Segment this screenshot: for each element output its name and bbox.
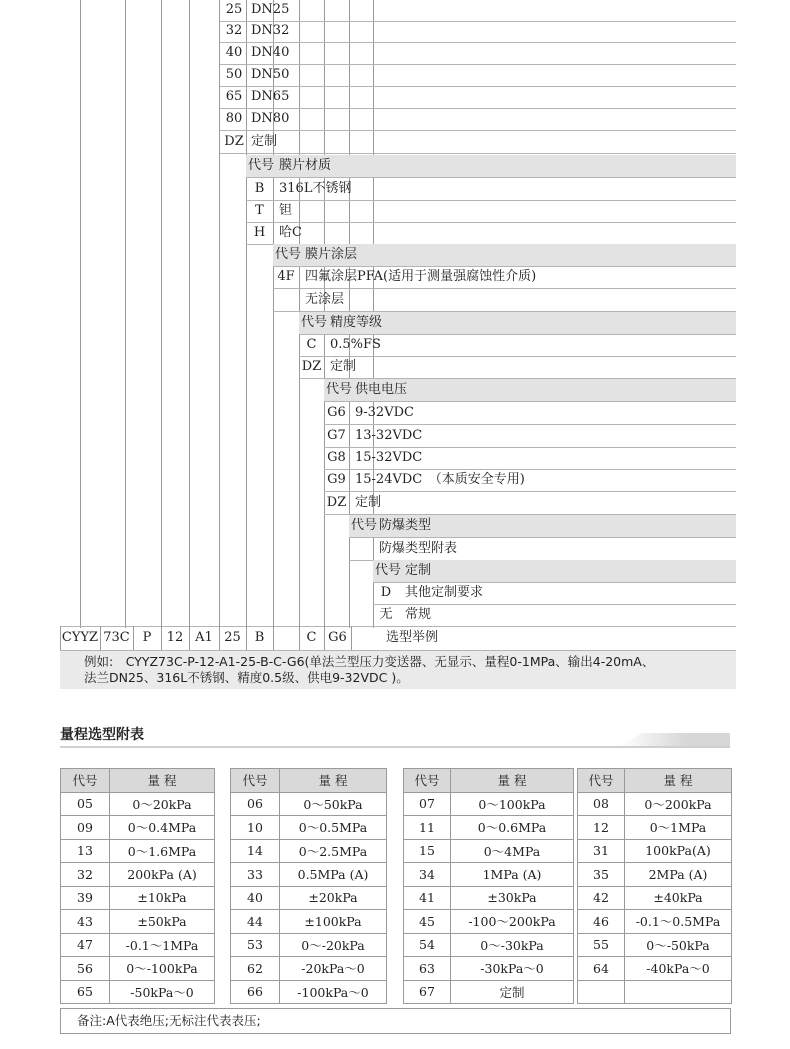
example-label: 选型举例 (386, 630, 439, 645)
range-note (60, 1008, 731, 1034)
table-row (61, 933, 215, 957)
flange-code: 65 (225, 89, 243, 104)
row-divider (299, 356, 736, 357)
table-row (61, 980, 215, 1004)
range-code-cell: 35 (578, 863, 625, 887)
range-value-cell: 100kPa(A) (625, 839, 732, 863)
range-code-cell: 45 (404, 910, 451, 934)
coating-code: 4F (277, 269, 295, 284)
range-value-cell: 0～1MPa (625, 816, 732, 840)
range-table-header (231, 769, 387, 793)
table-row (61, 863, 215, 887)
flange-code: DZ (224, 134, 244, 149)
range-value-cell: 0～-100kPa (110, 957, 215, 981)
power-label: 9-32VDC (355, 405, 414, 420)
range-code-cell: 55 (578, 933, 625, 957)
custom-code-header: 代号 (375, 563, 402, 578)
explosion-title: 防爆类型 (379, 518, 432, 533)
range-value-cell: 0～2.5MPa (280, 839, 387, 863)
example-line-2: 法兰DN25、316L不锈钢、精度0.5级、供电9-32VDC )。 (84, 670, 409, 685)
table-row (61, 816, 215, 840)
table-row (578, 839, 732, 863)
flange-code: 25 (225, 2, 243, 17)
row-divider (220, 86, 736, 87)
range-code-cell: 46 (578, 910, 625, 934)
power-title: 供电电压 (355, 382, 408, 397)
example-code: 73C (103, 630, 130, 645)
range-value-cell (625, 980, 732, 1004)
flange-label: 定制 (251, 134, 278, 149)
range-value-cell: ±100kPa (280, 910, 387, 934)
connector-line (189, 0, 190, 628)
table-row (404, 910, 574, 934)
table-row (404, 957, 574, 981)
range-value-cell: -40kPa～0 (625, 957, 732, 981)
material-title: 膜片材质 (279, 158, 332, 173)
table-row (404, 933, 574, 957)
range-value-cell: -30kPa～0 (451, 957, 574, 981)
flange-label: DN50 (251, 67, 290, 82)
range-value-cell: 0～4MPa (451, 839, 574, 863)
custom-code: 无 (379, 607, 393, 622)
flange-code: 32 (225, 23, 243, 38)
range-column-header: 量 程 (280, 769, 387, 793)
table-row (578, 957, 732, 981)
range-code-cell: 40 (231, 886, 280, 910)
row-divider (220, 153, 736, 154)
range-value-cell: -0.1～0.5MPa (625, 910, 732, 934)
connector-line (125, 0, 126, 628)
power-code: G9 (327, 472, 346, 487)
table-row (578, 933, 732, 957)
example-code: P (142, 630, 152, 645)
range-value-cell: 0～-20kPa (280, 933, 387, 957)
range-value-cell: -100～200kPa (451, 910, 574, 934)
row-divider (220, 21, 736, 22)
range-table (230, 768, 387, 1004)
table-row (404, 863, 574, 887)
range-code-cell: 10 (231, 816, 280, 840)
table-row (404, 839, 574, 863)
range-table-header (578, 769, 732, 793)
flange-code: 80 (225, 111, 243, 126)
range-code-cell: 47 (61, 933, 110, 957)
cell-divider (60, 626, 61, 650)
table-row (231, 816, 387, 840)
table-row (61, 910, 215, 934)
range-value-cell: 定制 (451, 980, 574, 1004)
range-code-cell: 63 (404, 957, 451, 981)
range-value-cell: 0.5MPa (A) (280, 863, 387, 887)
range-code-cell: 33 (231, 863, 280, 887)
range-value-cell: 0～20kPa (110, 792, 215, 816)
accuracy-code-header: 代号 (301, 315, 328, 330)
range-code-cell: 31 (578, 839, 625, 863)
range-code-cell: 14 (231, 839, 280, 863)
code-column-header: 代号 (61, 769, 110, 793)
range-code-cell: 34 (404, 863, 451, 887)
range-code-cell (578, 980, 625, 1004)
range-code-cell: 08 (578, 792, 625, 816)
table-row (578, 980, 732, 1004)
example-code: G6 (328, 630, 347, 645)
range-section-title: 量程选型附表 (60, 727, 144, 743)
table-row (231, 863, 387, 887)
range-value-cell: ±20kPa (280, 886, 387, 910)
range-value-cell: 0～0.5MPa (280, 816, 387, 840)
range-value-cell: 0～200kPa (625, 792, 732, 816)
range-column-header: 量 程 (451, 769, 574, 793)
table-row (231, 839, 387, 863)
range-table-header (61, 769, 215, 793)
material-label: 钽 (279, 203, 293, 218)
material-code-header: 代号 (248, 158, 275, 173)
range-code-cell: 65 (61, 980, 110, 1004)
table-row (578, 863, 732, 887)
range-table (403, 768, 574, 1004)
flange-label: DN40 (251, 45, 290, 60)
range-table (577, 768, 732, 1004)
range-table-header (404, 769, 574, 793)
custom-label: 其他定制要求 (405, 585, 484, 600)
table-row (231, 910, 387, 934)
range-value-cell: 200kPa (A) (110, 863, 215, 887)
range-value-cell: 0～50kPa (280, 792, 387, 816)
range-value-cell: 2MPa (A) (625, 863, 732, 887)
custom-label: 常规 (405, 607, 432, 622)
example-code: 25 (224, 630, 241, 645)
range-code-cell: 15 (404, 839, 451, 863)
code-column-header: 代号 (404, 769, 451, 793)
power-code: G6 (327, 405, 346, 420)
table-row (578, 792, 732, 816)
material-code: T (255, 203, 264, 218)
table-row (404, 792, 574, 816)
power-code: G8 (327, 450, 346, 465)
table-row (404, 886, 574, 910)
range-code-cell: 09 (61, 816, 110, 840)
flange-code: 50 (225, 67, 243, 82)
range-code-cell: 53 (231, 933, 280, 957)
connector-line (80, 0, 81, 628)
range-code-cell: 42 (578, 886, 625, 910)
accuracy-label: 定制 (330, 359, 357, 374)
code-column-header: 代号 (578, 769, 625, 793)
range-code-cell: 39 (61, 886, 110, 910)
example-code: 12 (166, 630, 184, 645)
custom-code: D (380, 585, 392, 600)
range-value-cell: 0～0.4MPa (110, 816, 215, 840)
range-code-cell: 11 (404, 816, 451, 840)
power-label: 13-32VDC (355, 428, 423, 443)
range-code-cell: 44 (231, 910, 280, 934)
range-table (60, 768, 215, 1004)
cell-divider (351, 626, 352, 650)
example-box (60, 651, 736, 689)
material-code: H (253, 225, 266, 240)
table-row (61, 839, 215, 863)
range-code-cell: 41 (404, 886, 451, 910)
range-value-cell: ±40kPa (625, 886, 732, 910)
range-value-cell: ±10kPa (110, 886, 215, 910)
range-value-cell: 0～-30kPa (451, 933, 574, 957)
range-note-text: 备注:A代表绝压;无标注代表表压; (77, 1013, 261, 1028)
example-code: CYYZ (61, 630, 99, 645)
range-value-cell: 0～100kPa (451, 792, 574, 816)
table-row (231, 792, 387, 816)
table-row (404, 980, 574, 1004)
table-row (231, 957, 387, 981)
power-label: 15-32VDC (355, 450, 423, 465)
range-code-cell: 54 (404, 933, 451, 957)
range-code-cell: 32 (61, 863, 110, 887)
flange-label: DN32 (251, 23, 290, 38)
range-value-cell: -50kPa～0 (110, 980, 215, 1004)
range-code-cell: 07 (404, 792, 451, 816)
table-row (578, 910, 732, 934)
range-code-cell: 05 (61, 792, 110, 816)
range-value-cell: 1MPa (A) (451, 863, 574, 887)
range-code-cell: 66 (231, 980, 280, 1004)
material-label: 哈C (279, 225, 302, 240)
accuracy-code: C (306, 337, 317, 352)
table-row (404, 816, 574, 840)
row-divider (246, 222, 736, 223)
coating-label: 四氟涂层PFA(适用于测量强腐蚀性介质) (305, 269, 537, 284)
range-code-cell: 56 (61, 957, 110, 981)
table-row (61, 957, 215, 981)
range-value-cell: -0.1～1MPa (110, 933, 215, 957)
table-row (61, 886, 215, 910)
power-code: DZ (326, 495, 347, 510)
power-code-header: 代号 (326, 382, 353, 397)
coating-code-header: 代号 (275, 247, 302, 262)
range-code-cell: 67 (404, 980, 451, 1004)
custom-title: 定制 (405, 563, 432, 578)
explosion-code-header: 代号 (351, 518, 378, 533)
power-label: 15-24VDC （本质安全专用) (355, 472, 525, 487)
power-label: 定制 (355, 495, 382, 510)
accuracy-label: 0.5%FS (330, 337, 381, 352)
range-code-cell: 43 (61, 910, 110, 934)
range-code-cell: 64 (578, 957, 625, 981)
range-code-cell: 62 (231, 957, 280, 981)
table-row (578, 816, 732, 840)
cell-divider (273, 626, 274, 650)
range-value-cell: ±30kPa (451, 886, 574, 910)
range-value-cell: -100kPa～0 (280, 980, 387, 1004)
flange-code: 40 (225, 45, 243, 60)
table-row (231, 886, 387, 910)
flange-label: DN25 (251, 2, 290, 17)
section-rule (60, 746, 730, 748)
connector-line (161, 0, 162, 628)
coating-label: 无涂层 (305, 292, 345, 307)
range-column-header: 量 程 (625, 769, 732, 793)
range-code-cell: 13 (61, 839, 110, 863)
row-divider (246, 200, 736, 201)
code-column-header: 代号 (231, 769, 280, 793)
table-row (61, 792, 215, 816)
material-label: 316L不锈钢 (279, 181, 352, 196)
flange-label: DN80 (251, 111, 290, 126)
row-divider (220, 64, 736, 65)
row-divider (220, 42, 736, 43)
connector-line (219, 0, 220, 628)
row-divider (324, 491, 736, 492)
range-value-cell: ±50kPa (110, 910, 215, 934)
row-divider (220, 130, 736, 131)
flange-label: DN65 (251, 89, 290, 104)
range-value-cell: 0～-50kPa (625, 933, 732, 957)
row-divider (220, 108, 736, 109)
range-value-cell: 0～0.6MPa (451, 816, 574, 840)
explosion-label: 防爆类型附表 (379, 541, 458, 556)
example-code: A1 (195, 630, 213, 645)
section-decor-bar (620, 733, 730, 746)
range-value-cell: -20kPa～0 (280, 957, 387, 981)
example-code: B (254, 630, 265, 645)
example-line-1: 例如: CYYZ73C-P-12-A1-25-B-C-G6(单法兰型压力变送器、无显示、量程0-1MPa、输出4-20mA、 (84, 654, 655, 669)
accuracy-code: DZ (301, 359, 322, 374)
connector-line (246, 0, 247, 628)
range-value-cell: 0～1.6MPa (110, 839, 215, 863)
example-code: C (306, 630, 317, 645)
range-code-cell: 12 (578, 816, 625, 840)
table-row (231, 980, 387, 1004)
table-row (578, 886, 732, 910)
range-code-cell: 06 (231, 792, 280, 816)
power-code: G7 (327, 428, 346, 443)
range-column-header: 量 程 (110, 769, 215, 793)
coating-title: 膜片涂层 (305, 247, 358, 262)
accuracy-title: 精度等级 (330, 315, 383, 330)
material-code: B (254, 181, 265, 196)
table-row (231, 933, 387, 957)
